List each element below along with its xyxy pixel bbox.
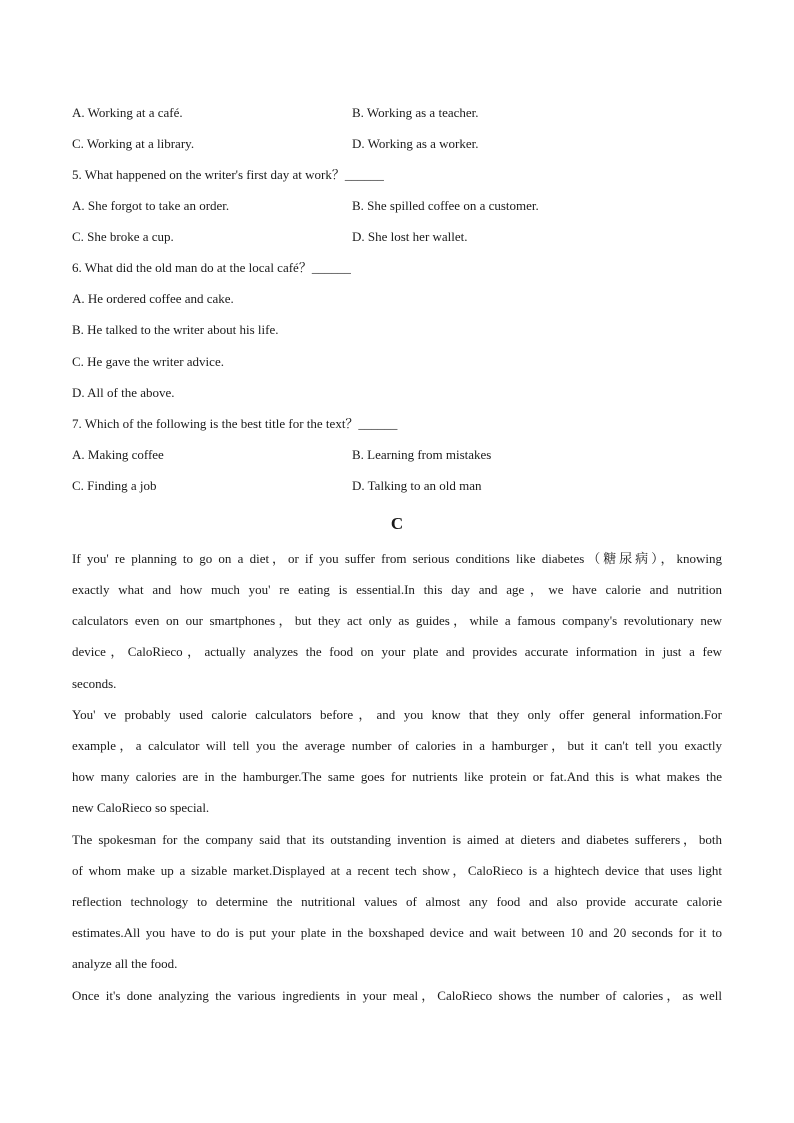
q7-option-d: D. Talking to an old man — [352, 478, 482, 493]
q6-option-c: C. He gave the writer advice. — [72, 354, 224, 369]
paragraph-2-line: how many calories are in the hamburger.The same goes for nutrients like protein or fat.And this is what makes the — [72, 769, 722, 784]
q6-option-b: B. He talked to the writer about his life. — [72, 322, 279, 337]
q7-option-b: B. Learning from mistakes — [352, 447, 492, 462]
q6-option-d: D. All of the above. — [72, 385, 175, 400]
paragraph-1-line: device，CaloRieco，actually analyzes the food on your plate and provides accurate information in just a few — [72, 644, 722, 659]
q5-option-d: D. She lost her wallet. — [352, 229, 468, 244]
paragraph-1-line: If you' re planning to go on a diet，or if you suffer from serious conditions like diabetes（糖尿病），knowing — [72, 551, 722, 566]
q5-option-c: C. She broke a cup. — [72, 229, 174, 244]
paragraph-2-line: example，a calculator will tell you the average number of calories in a hamburger，but it can't tell you exactly — [72, 738, 722, 753]
paragraph-3-line: of whom make up a sizable market.Displayed at a recent tech show，CaloRieco is a hightech device that uses light — [72, 863, 722, 878]
paragraph-3-line: The spokesman for the company said that its outstanding invention is aimed at dieters and diabetes sufferers，both — [72, 832, 722, 847]
q4-option-d: D. Working as a worker. — [352, 136, 479, 151]
paragraph-3-line: estimates.All you have to do is put your plate in the boxshaped device and wait between 10 and 20 seconds for it to — [72, 925, 722, 940]
q5-question: 5. What happened on the writer's first day at work？______ — [72, 167, 384, 182]
paragraph-2-line: You' ve probably used calorie calculators before，and you know that they only offer general information.For — [72, 707, 722, 722]
q4-option-b: B. Working as a teacher. — [352, 105, 479, 120]
q7-question: 7. Which of the following is the best title for the text？______ — [72, 416, 398, 431]
q7-option-c: C. Finding a job — [72, 478, 157, 493]
paragraph-1-line: seconds. — [72, 676, 117, 691]
q5-option-a: A. She forgot to take an order. — [72, 198, 230, 213]
paragraph-3-line: reflection technology to determine the nutritional values of almost any food and also provide accurate calorie — [72, 894, 722, 909]
paragraph-3-line: analyze all the food. — [72, 956, 178, 971]
paragraph-4-line: Once it's done analyzing the various ingredients in your meal，CaloRieco shows the number of calories，as well — [72, 988, 722, 1003]
q4-option-c: C. Working at a library. — [72, 136, 195, 151]
paragraph-1-line: exactly what and how much you' re eating is essential.In this day and age，we have calorie and nutrition — [72, 582, 722, 597]
q6-option-a: A. He ordered coffee and cake. — [72, 291, 234, 306]
q4-option-a: A. Working at a café. — [72, 105, 183, 120]
q6-question: 6. What did the old man do at the local café？______ — [72, 260, 351, 275]
section-heading: C — [390, 514, 404, 533]
q7-option-a: A. Making coffee — [72, 447, 164, 462]
q5-option-b: B. She spilled coffee on a customer. — [352, 198, 539, 213]
paragraph-1-line: calculators even on our smartphones，but they act only as guides，while a famous company's revolutionary new — [72, 613, 722, 628]
paragraph-2-line: new CaloRieco so special. — [72, 800, 210, 815]
